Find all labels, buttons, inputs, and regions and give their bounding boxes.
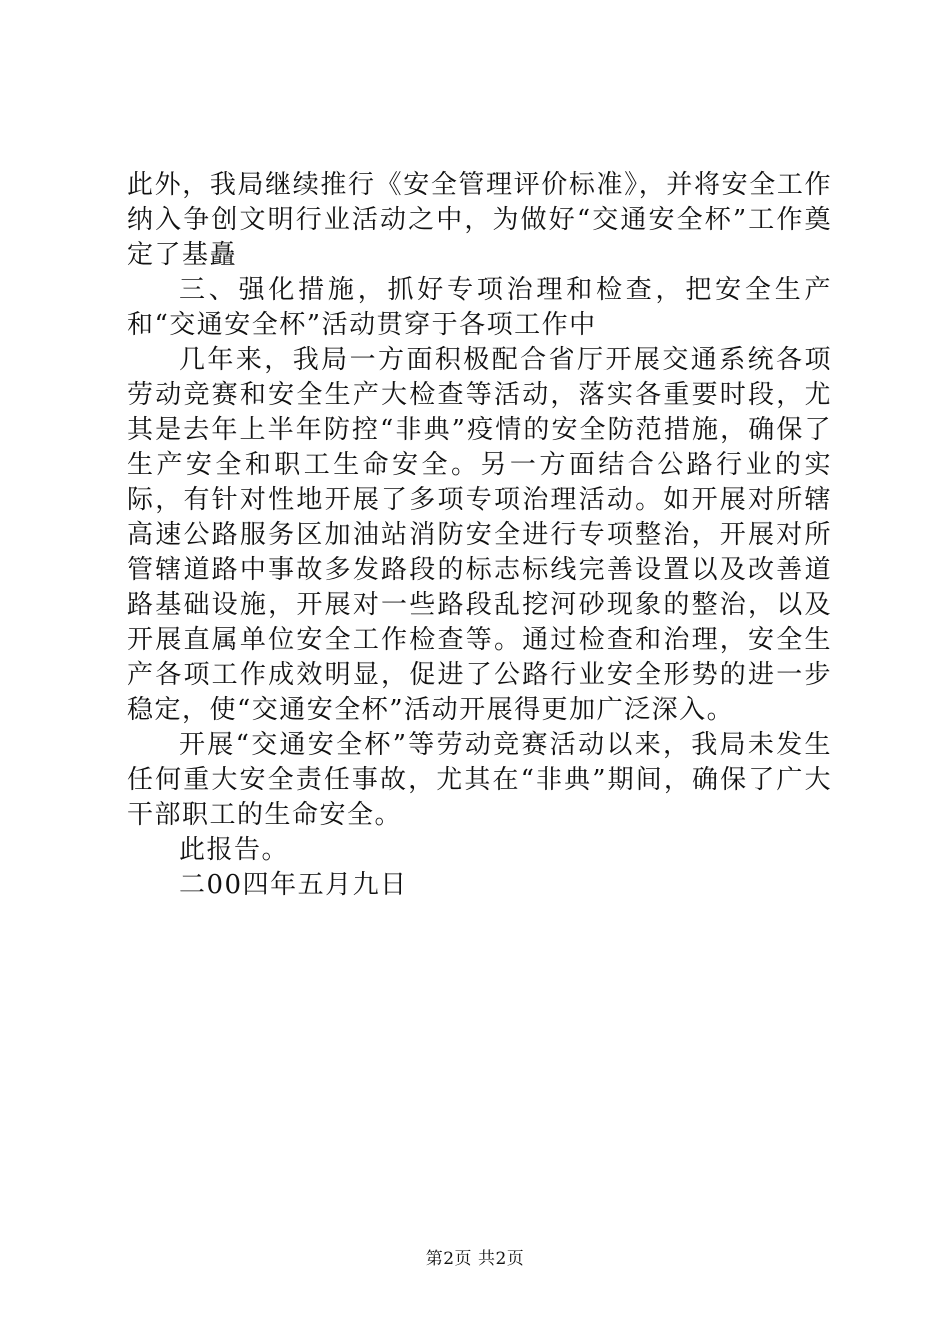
document-body [127, 168, 832, 903]
report-date: 二00四年五月九日 [179, 870, 408, 900]
paragraph-evaluation-standard: 此外，我局继续推行《安全管理评价标准》，并将安全工作纳入争创文明行业活动之中，为做好“交通安全杯”工作奠定了基矗 [127, 170, 832, 270]
section-heading-three: 三、强化措施，抓好专项治理和检查，把安全生产和“交通安全杯”活动贯穿于各项工作中 [127, 275, 832, 340]
paragraph-no-accidents: 开展“交通安全杯”等劳动竞赛活动以来，我局未发生任何重大安全责任事故，尤其在“非典”期间，确保了广大干部职工的生命安全。 [127, 730, 832, 830]
paragraph-special-governance: 几年来，我局一方面积极配合省厅开展交通系统各项劳动竞赛和安全生产大检查等活动，落实各重要时段，尤其是去年上半年防控“非典”疫情的安全防范措施，确保了生产安全和职工生命安全。另一方面结合公路行业的实际，有针对性地开展了多项专项治理活动。如开展对所辖高速公路服务区加油站消防安全进行专项整治，开展对所管辖道路中事故多发路段的标志标线完善设置以及改善道路基础设施，开展对一些路段乱挖河砂现象的整治，以及开展直属单位安全工作检查等。通过检查和治理，安全生产各项工作成效明显，促进了公路行业安全形势的进一步稳定，使“交通安全杯”活动开展得更加广泛深入。 [127, 345, 832, 725]
closing-line: 此报告。 [179, 835, 290, 865]
page-number-footer: 第2页 共2页 [425, 1249, 525, 1269]
